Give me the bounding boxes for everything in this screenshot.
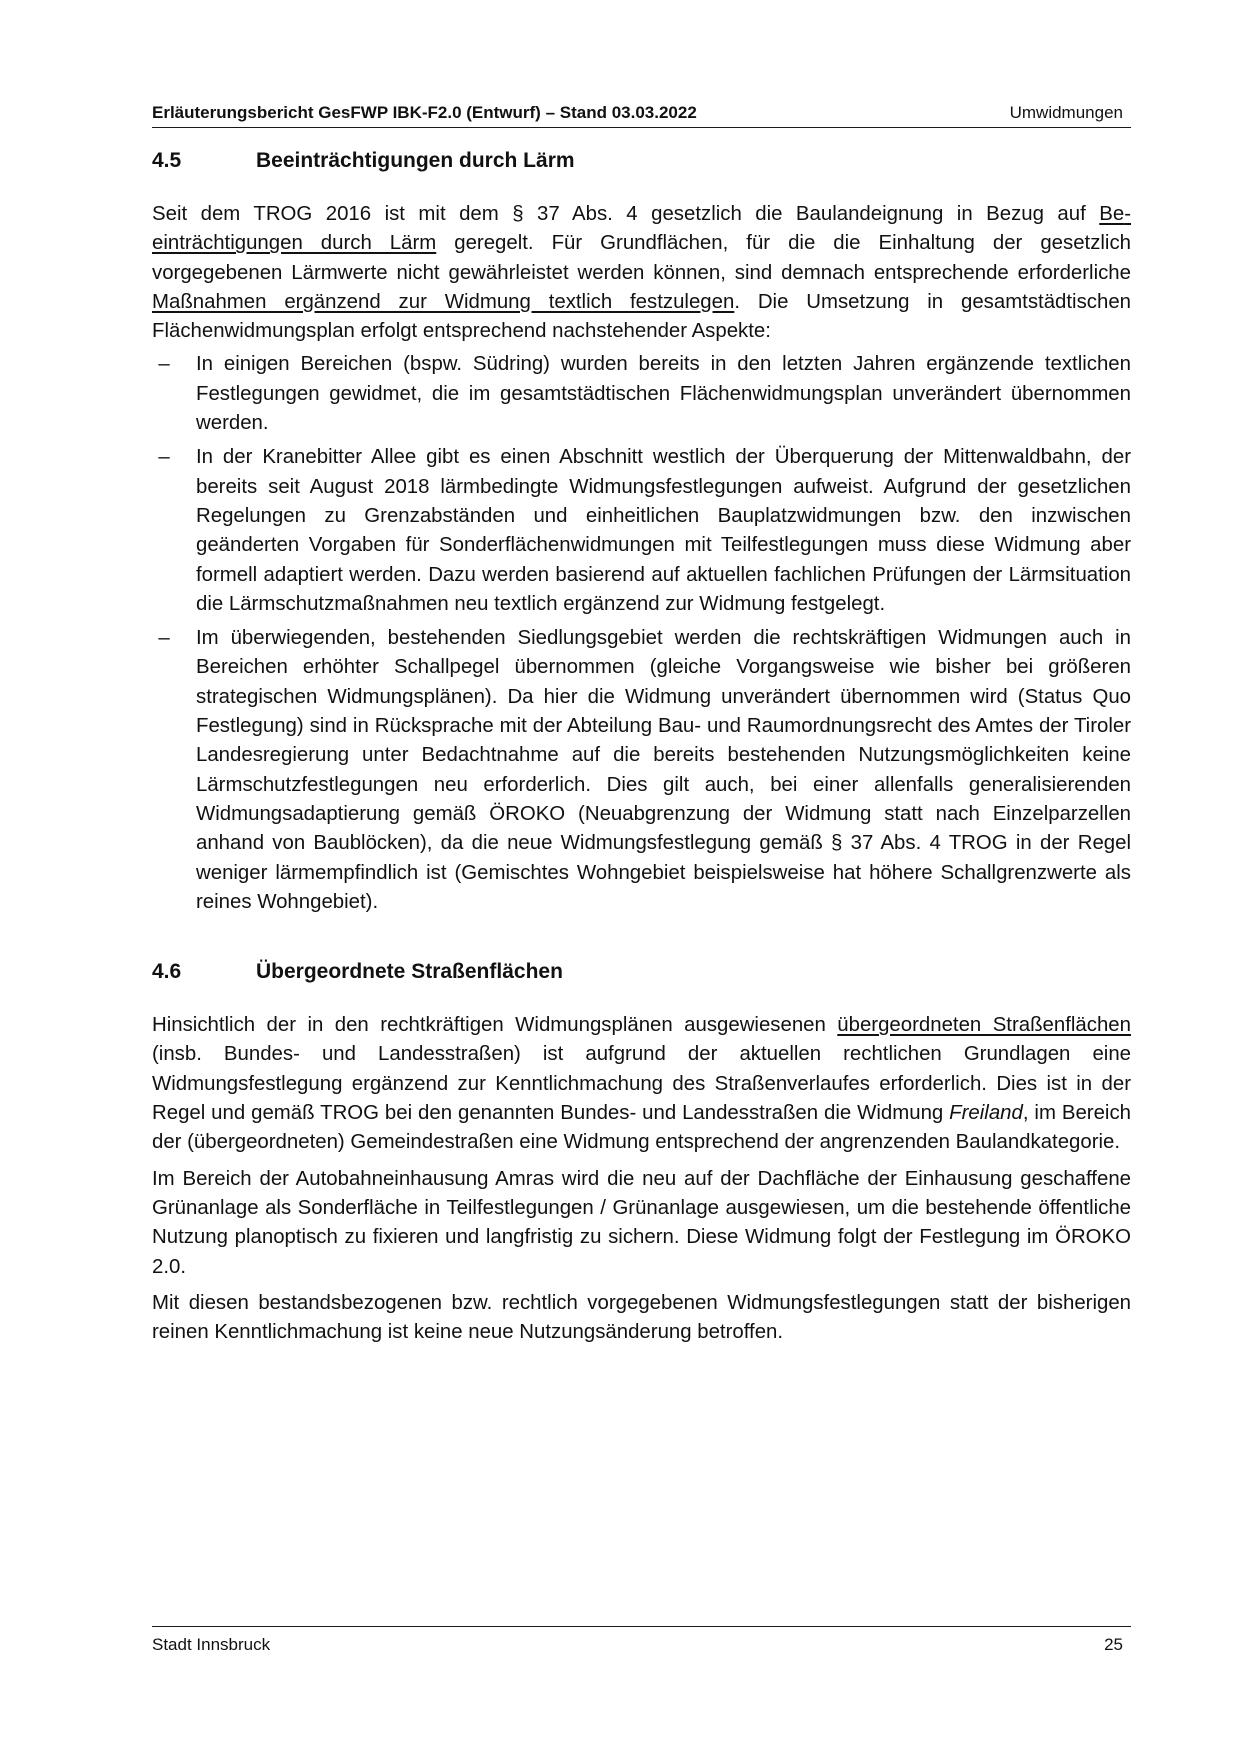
bullet-list xyxy=(152,350,1131,917)
list-item-text: In einigen Bereichen (bspw. Südring) wurden bereits in den letzten Jahren ergänzende textlichen Festlegungen gewidmet, die im gesamtstädtischen Flächenwidmungsplan unverändert übernommen werden. xyxy=(196,353,1131,435)
paragraph-roads xyxy=(152,1011,1131,1157)
text-run: Hinsichtlich der in den rechtkräftigen Widmungsplänen ausgewiesenen xyxy=(152,1014,838,1037)
underlined-term: übergeordneten Straßenflächen xyxy=(837,1014,1131,1037)
chapter-title: Umwidmungen xyxy=(1009,103,1123,122)
dash-bullet-icon: – xyxy=(158,446,170,469)
underlined-term: Maßnahmen ergänzend zur Widmung textlich festzulegen xyxy=(152,290,735,313)
section-heading-4-6 xyxy=(152,957,1131,987)
list-item xyxy=(152,350,1131,438)
page-content xyxy=(152,146,1131,1347)
paragraph-conclusion: Mit diesen bestandsbezogenen bzw. rechtlich vorgegebenen Widmungsfestlegungen statt der bisherigen reinen Kenntlichmachung ist keine neue Nutzungsänderung betroffen. xyxy=(152,1291,1131,1344)
text-run: . Die Umsetzung in gesamtstädtischen Flächenwidmungsplan erfolgt entsprechend nachstehender Aspekte: xyxy=(152,290,1131,343)
list-item xyxy=(152,443,1131,619)
list-item-text: In der Kranebitter Allee gibt es einen Abschnitt westlich der Überquerung der Mittenwaldbahn, der bereits seit August 2018 lärmbedingte Widmungsfestlegungen aufweist. Aufgrund der gesetzlichen Regelungen zu Grenzabständen und einheitlichen Bauplatzwidmungen bzw. den inzwischen geänderten Vorgaben für Sonderflächenwidmungen mit Teilfestlegungen muss diese Widmung aber formell adaptiert werden. Dazu werden basierend auf aktuellen fachlichen Prüfungen der Lärmsituation die Lärmschutzmaßnahmen neu textlich ergänzend zur Widmung festgelegt. xyxy=(196,446,1131,615)
section-number: 4.5 xyxy=(152,149,182,172)
italic-term: Freiland xyxy=(949,1102,1023,1125)
section-title: Übergeordnete Straßenflächen xyxy=(256,960,563,984)
document-title: Erläuterungsbericht GesFWP IBK-F2.0 (Entwurf) – Stand 03.03.2022 xyxy=(152,103,697,122)
text-run: geregelt. Für Grundflächen, für die die Einhaltung der gesetzlich vorgegebenen Lärmwerte nicht gewährleistet werden können, sind demnach entsprechende erforderliche xyxy=(152,232,1131,284)
paragraph-amras: Im Bereich der Autobahneinhausung Amras wird die neu auf der Dachfläche der Einhausung geschaffene Grünanlage als Sonderfläche in Teilfestlegungen / Grünanlage ausgewiesen, um die bestehende öffentliche Nutzung planoptisch zu fixieren und langfristig zu sichern. Diese Widmung folgt der Festlegung im ÖROKO 2.0. xyxy=(152,1167,1131,1278)
page-footer xyxy=(152,1626,1131,1657)
paragraph-intro xyxy=(152,200,1131,346)
underlined-term: Beeinträchtigungen durch Lärm xyxy=(152,203,1131,255)
dash-bullet-icon: – xyxy=(158,353,170,376)
section-title: Beeinträchtigungen durch Lärm xyxy=(256,149,575,172)
text-run: Seit dem TROG 2016 ist mit dem § 37 Abs. 4 gesetzlich die Baulandeignung in Bezug auf xyxy=(152,203,1100,225)
list-item-text: Im überwiegenden, bestehenden Siedlungsgebiet werden die rechtskräftigen Widmungen auch in Bereichen erhöhter Schallpegel übernommen (gleiche Vorgangsweise wie bisher bei größeren strategischen Widmungsplänen). Da hier die Widmung unverändert übernommen wird (Status Quo Festlegung) sind in Rücksprache mit der Abteilung Bau- und Raumordnungsrecht des Amtes der Tiroler Landesregierung unter Bedachtnahme auf die bereits bestehenden Nutzungsmöglichkeiten keine Lärmschutzfestlegungen neu erforderlich. Dies gilt auch, bei einer allenfalls generalisierenden Widmungsadaptierung gemäß ÖROKO (Neuabgrenzung der Widmung statt nach Einzelparzellen anhand von Baublöcken), da die neue Widmungsfestlegung gemäß § 37 Abs. 4 TROG in der Regel weniger lärmempfindlich ist (Gemischtes Wohngebiet beispielsweise hat höhere Schallgrenzwerte als reines Wohngebiet). xyxy=(196,627,1131,913)
dash-bullet-icon: – xyxy=(158,627,170,650)
page-header xyxy=(152,101,1131,128)
section-number: 4.6 xyxy=(152,960,182,984)
footer-organization: Stadt Innsbruck xyxy=(152,1635,271,1654)
text-run: (insb. Bundes- und Landesstraßen) ist aufgrund der aktuellen rechtlichen Grundlagen eine Widmungsfestlegung ergänzend zur Kenntlichmachung des Straßenverlaufes erforderlich. Dies ist in der Regel und gemäß TROG bei den genannten Bundes- und Landesstraßen die Widmung xyxy=(152,1043,1131,1125)
text-run: , im Bereich der (übergeordneten) Gemeindestraßen eine Widmung entsprechend der angrenzenden Baulandkategorie. xyxy=(152,1102,1131,1154)
page-number: 25 xyxy=(1104,1635,1123,1654)
list-item xyxy=(152,624,1131,917)
section-heading-4-5 xyxy=(152,146,1131,176)
